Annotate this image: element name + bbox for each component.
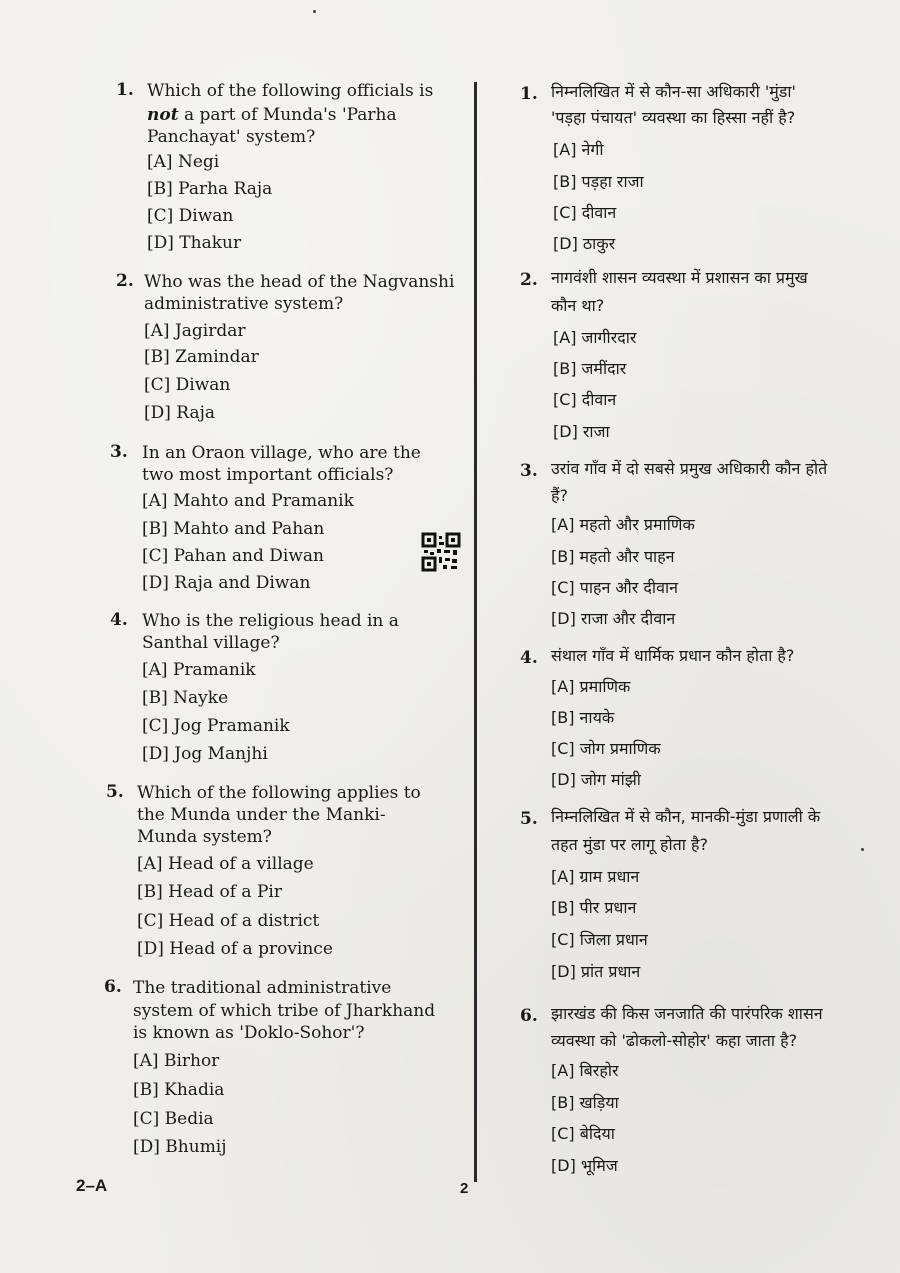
answer-option-hindi[interactable]: [C] बेदिया	[551, 1124, 615, 1143]
question-number: 5.	[520, 809, 538, 829]
question-text-hindi: कौन था?	[551, 296, 605, 315]
answer-option[interactable]: [A] Birhor	[133, 1051, 220, 1071]
answer-option[interactable]: [C] Diwan	[147, 206, 234, 226]
answer-option[interactable]: [B] Zamindar	[144, 347, 259, 367]
answer-option-hindi[interactable]: [A] जागीरदार	[553, 328, 637, 347]
answer-option[interactable]: [D] Raja and Diwan	[142, 573, 311, 593]
question-text-hindi: तहत मुंडा पर लागू होता है?	[551, 835, 708, 854]
answer-option[interactable]: [B] Nayke	[142, 688, 229, 708]
answer-option[interactable]: [A] Negi	[147, 152, 220, 172]
answer-option[interactable]: [A] Head of a village	[137, 854, 314, 874]
question-number: 5.	[106, 782, 124, 802]
question-number: 4.	[520, 648, 538, 668]
answer-option[interactable]: [B] Parha Raja	[147, 179, 273, 199]
question-text: system of which tribe of Jharkhand	[133, 1001, 436, 1021]
answer-option-hindi[interactable]: [D] राजा	[553, 422, 610, 441]
question-text: The traditional administrative	[133, 978, 392, 998]
answer-option[interactable]: [D] Thakur	[147, 233, 242, 253]
answer-option-hindi[interactable]: [C] दीवान	[553, 203, 617, 222]
question-text: Who was the head of the Nagvanshi	[144, 272, 455, 292]
answer-option-hindi[interactable]: [C] दीवान	[553, 390, 617, 409]
qr-code-icon	[421, 532, 461, 572]
answer-option[interactable]: [D] Raja	[144, 403, 216, 423]
answer-option[interactable]: [D] Jog Manjhi	[142, 744, 268, 764]
answer-option[interactable]: [D] Bhumij	[133, 1137, 227, 1157]
answer-option[interactable]: [C] Bedia	[133, 1109, 214, 1129]
question-text-hindi: हैं?	[551, 486, 568, 505]
question-number: 1.	[116, 80, 134, 100]
question-number: 6.	[520, 1006, 538, 1026]
question-number: 4.	[110, 610, 128, 630]
answer-option-hindi[interactable]: [D] प्रांत प्रधान	[551, 962, 641, 981]
booklet-code: 2–A	[76, 1176, 108, 1195]
question-text-hindi: झारखंड की किस जनजाति की पारंपरिक शासन	[551, 1004, 823, 1023]
answer-option-hindi[interactable]: [C] पाहन और दीवान	[551, 578, 678, 597]
question-number: 3.	[520, 461, 538, 481]
question-text: Which of the following officials is	[147, 81, 434, 101]
answer-option-hindi[interactable]: [D] जोग मांझी	[551, 770, 641, 789]
answer-option-hindi[interactable]: [B] जमींदार	[553, 359, 627, 378]
question-number: 6.	[104, 977, 122, 997]
answer-option-hindi[interactable]: [A] प्रमाणिक	[551, 677, 631, 696]
answer-option[interactable]: [C] Pahan and Diwan	[142, 546, 324, 566]
answer-option[interactable]: [C] Diwan	[144, 375, 231, 395]
question-text: Santhal village?	[142, 633, 280, 653]
answer-option-hindi[interactable]: [C] जिला प्रधान	[551, 930, 648, 949]
question-text: two most important officials?	[142, 465, 394, 485]
answer-option[interactable]: [C] Jog Pramanik	[142, 716, 290, 736]
answer-option[interactable]: [B] Head of a Pir	[137, 882, 282, 902]
question-text: is known as 'Doklo-Sohor'?	[133, 1023, 365, 1043]
page-number: 2	[460, 1180, 469, 1197]
column-divider	[474, 82, 477, 1182]
question-text-hindi: संथाल गाँव में धार्मिक प्रधान कौन होता है?	[551, 646, 795, 665]
answer-option-hindi[interactable]: [A] बिरहोर	[551, 1061, 619, 1080]
answer-option-hindi[interactable]: [D] राजा और दीवान	[551, 609, 676, 628]
answer-option-hindi[interactable]: [A] महतो और प्रमाणिक	[551, 515, 695, 534]
answer-option[interactable]: [A] Pramanik	[142, 660, 256, 680]
answer-option-hindi[interactable]: [D] ठाकुर	[553, 234, 616, 253]
answer-option-hindi[interactable]: [C] जोग प्रमाणिक	[551, 739, 661, 758]
question-text: Who is the religious head in a	[142, 611, 399, 631]
speck	[313, 10, 316, 13]
answer-option[interactable]: [A] Jagirdar	[144, 321, 246, 341]
answer-option-hindi[interactable]: [A] ग्राम प्रधान	[551, 867, 640, 886]
answer-option-hindi[interactable]: [D] भूमिज	[551, 1156, 618, 1175]
question-number: 3.	[110, 442, 128, 462]
question-text: not a part of Munda's 'Parha	[147, 105, 397, 125]
question-text-hindi: निम्नलिखित में से कौन-सा अधिकारी 'मुंडा'	[551, 82, 796, 101]
answer-option[interactable]: [B] Mahto and Pahan	[142, 519, 325, 539]
question-text: administrative system?	[144, 294, 344, 314]
answer-option-hindi[interactable]: [A] नेगी	[553, 140, 604, 159]
answer-option-hindi[interactable]: [B] पड़हा राजा	[553, 172, 644, 191]
question-text: In an Oraon village, who are the	[142, 443, 421, 463]
answer-option-hindi[interactable]: [B] नायके	[551, 708, 615, 727]
question-text: the Munda under the Manki-	[137, 805, 386, 825]
question-text: Munda system?	[137, 827, 272, 847]
question-text-hindi: नागवंशी शासन व्यवस्था में प्रशासन का प्रमुख	[551, 268, 808, 287]
answer-option[interactable]: [B] Khadia	[133, 1080, 225, 1100]
question-text: Panchayat' system?	[147, 127, 316, 147]
question-text: Which of the following applies to	[137, 783, 421, 803]
answer-option[interactable]: [C] Head of a district	[137, 911, 320, 931]
question-text-hindi: निम्नलिखित में से कौन, मानकी-मुंडा प्रणाली के	[551, 807, 821, 826]
question-text-hindi: उरांव गाँव में दो सबसे प्रमुख अधिकारी कौन होते	[551, 459, 828, 478]
answer-option-hindi[interactable]: [B] महतो और पाहन	[551, 547, 675, 566]
question-number: 2.	[520, 270, 538, 290]
question-number: 2.	[116, 271, 134, 291]
answer-option-hindi[interactable]: [B] पीर प्रधान	[551, 898, 637, 917]
question-text-hindi: व्यवस्था को 'ढोकलो-सोहोर' कहा जाता है?	[551, 1031, 798, 1050]
emphasis-not: not	[147, 105, 179, 125]
answer-option[interactable]: [D] Head of a province	[137, 939, 333, 959]
answer-option[interactable]: [A] Mahto and Pramanik	[142, 491, 354, 511]
question-number: 1.	[520, 84, 538, 104]
answer-option-hindi[interactable]: [B] खड़िया	[551, 1093, 619, 1112]
question-text-hindi: 'पड़हा पंचायत' व्यवस्था का हिस्सा नहीं है?	[551, 108, 796, 127]
